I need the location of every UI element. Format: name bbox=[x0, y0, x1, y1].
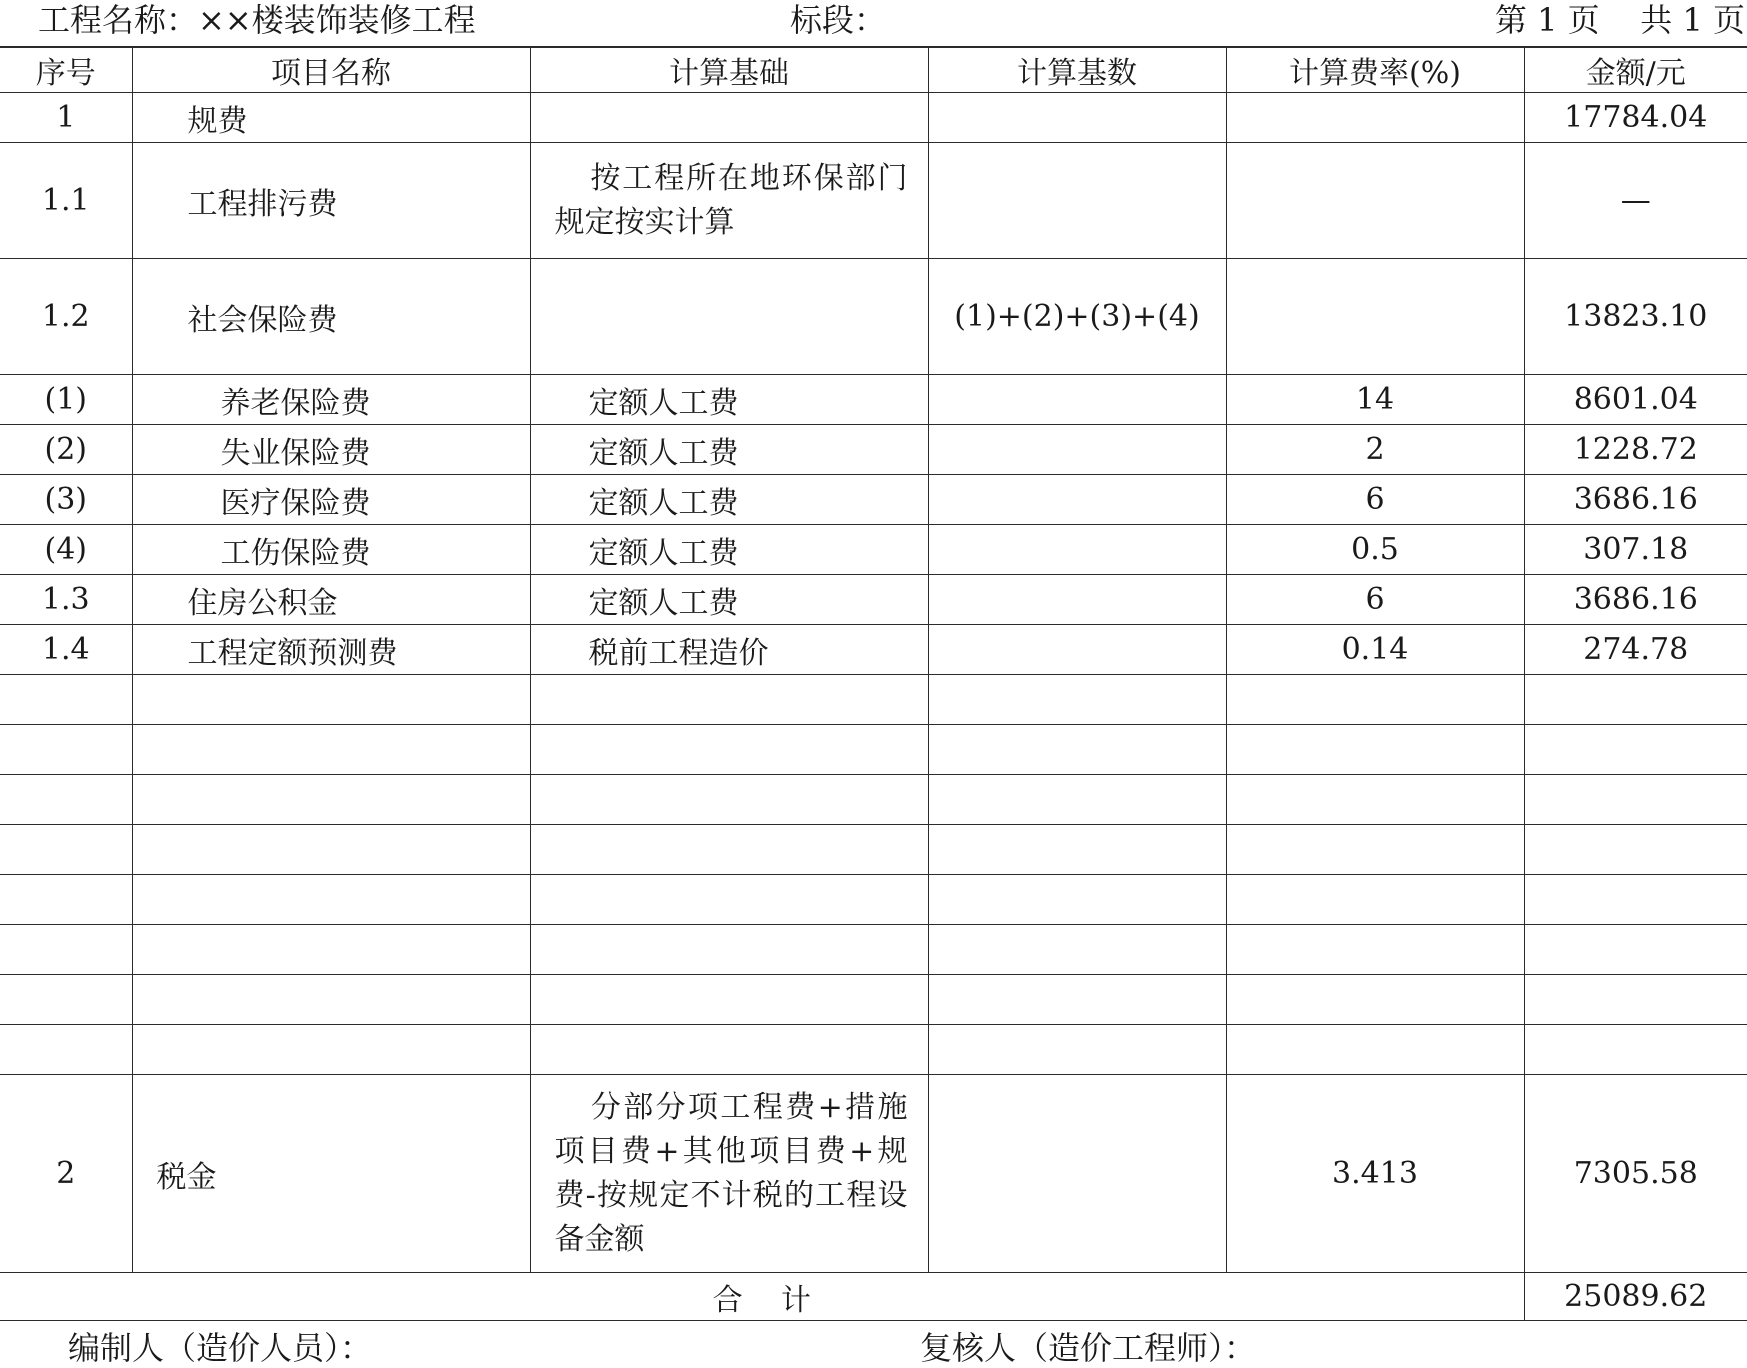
table-row bbox=[0, 375, 1747, 425]
amount: 13823.10 bbox=[1524, 259, 1747, 375]
calc-rate: 6 bbox=[1226, 575, 1524, 625]
empty-row bbox=[0, 925, 1747, 975]
amount: — bbox=[1524, 143, 1747, 259]
item-name: 工程定额预测费 bbox=[132, 625, 530, 675]
item-name: 医疗保险费 bbox=[132, 475, 530, 525]
calc-base bbox=[928, 475, 1226, 525]
compiler-label: 编制人（造价人员）： bbox=[68, 1329, 373, 1367]
column-header: 项目名称 bbox=[132, 47, 530, 93]
calc-basis: 定额人工费 bbox=[530, 425, 928, 475]
page-indicator: 第 1 页 共 1 页 bbox=[1494, 1, 1745, 39]
reviewer-label: 复核人（造价工程师）： bbox=[920, 1329, 1257, 1367]
amount: 3686.16 bbox=[1524, 575, 1747, 625]
item-name: 规费 bbox=[132, 93, 530, 143]
item-name: 工伤保险费 bbox=[132, 525, 530, 575]
calc-base bbox=[928, 575, 1226, 625]
item-name: 工程排污费 bbox=[132, 143, 530, 259]
amount: 307.18 bbox=[1524, 525, 1747, 575]
calc-basis: 定额人工费 bbox=[530, 475, 928, 525]
column-header: 计算基础 bbox=[530, 47, 928, 93]
calc-rate: 3.413 bbox=[1226, 1075, 1524, 1273]
item-name: 税金 bbox=[132, 1075, 530, 1273]
total-amount: 25089.62 bbox=[1524, 1273, 1747, 1321]
row-number: (1) bbox=[0, 375, 132, 425]
row-number: (2) bbox=[0, 425, 132, 475]
table-row bbox=[0, 259, 1747, 375]
amount: 8601.04 bbox=[1524, 375, 1747, 425]
table-row bbox=[0, 93, 1747, 143]
empty-row bbox=[0, 775, 1747, 825]
item-name: 养老保险费 bbox=[132, 375, 530, 425]
calc-basis bbox=[530, 259, 928, 375]
project-name: 工程名称：××楼装饰装修工程 bbox=[38, 1, 476, 39]
calc-basis: 定额人工费 bbox=[530, 575, 928, 625]
amount: 274.78 bbox=[1524, 625, 1747, 675]
table-row bbox=[0, 625, 1747, 675]
row-number: 1.2 bbox=[0, 259, 132, 375]
table-row bbox=[0, 1075, 1747, 1273]
row-number: 2 bbox=[0, 1075, 132, 1273]
table-row bbox=[0, 525, 1747, 575]
row-number: (3) bbox=[0, 475, 132, 525]
fee-table bbox=[0, 46, 1747, 1321]
calc-base bbox=[928, 625, 1226, 675]
calc-base bbox=[928, 1075, 1226, 1273]
calc-basis: 税前工程造价 bbox=[530, 625, 928, 675]
calc-base bbox=[928, 425, 1226, 475]
calc-base bbox=[928, 143, 1226, 259]
row-number: 1.1 bbox=[0, 143, 132, 259]
table-row bbox=[0, 475, 1747, 525]
empty-row bbox=[0, 825, 1747, 875]
calc-rate bbox=[1226, 259, 1524, 375]
table-row bbox=[0, 143, 1747, 259]
calc-basis bbox=[530, 93, 928, 143]
table-header-row bbox=[0, 47, 1747, 93]
calc-rate: 0.5 bbox=[1226, 525, 1524, 575]
calc-base bbox=[928, 525, 1226, 575]
empty-row bbox=[0, 725, 1747, 775]
empty-row bbox=[0, 975, 1747, 1025]
amount: 3686.16 bbox=[1524, 475, 1747, 525]
empty-row bbox=[0, 675, 1747, 725]
empty-row bbox=[0, 1025, 1747, 1075]
total-label: 合 计 bbox=[0, 1273, 1524, 1321]
column-header: 金额/元 bbox=[1524, 47, 1747, 93]
calc-rate: 0.14 bbox=[1226, 625, 1524, 675]
calc-basis: 按工程所在地环保部门规定按实计算 bbox=[530, 143, 928, 259]
amount: 1228.72 bbox=[1524, 425, 1747, 475]
table-row bbox=[0, 425, 1747, 475]
calc-rate: 6 bbox=[1226, 475, 1524, 525]
row-number: 1.4 bbox=[0, 625, 132, 675]
row-number: 1.3 bbox=[0, 575, 132, 625]
amount: 7305.58 bbox=[1524, 1075, 1747, 1273]
column-header: 计算费率(%) bbox=[1226, 47, 1524, 93]
calc-base bbox=[928, 93, 1226, 143]
calc-basis: 分部分项工程费+措施项目费+其他项目费+规费-按规定不计税的工程设备金额 bbox=[530, 1075, 928, 1273]
row-number: 1 bbox=[0, 93, 132, 143]
calc-rate: 14 bbox=[1226, 375, 1524, 425]
section-label: 标段： bbox=[790, 1, 887, 39]
row-number: (4) bbox=[0, 525, 132, 575]
empty-row bbox=[0, 875, 1747, 925]
total-row bbox=[0, 1273, 1747, 1321]
table-row bbox=[0, 575, 1747, 625]
calc-base bbox=[928, 375, 1226, 425]
calc-rate bbox=[1226, 143, 1524, 259]
calc-basis: 定额人工费 bbox=[530, 525, 928, 575]
calc-rate: 2 bbox=[1226, 425, 1524, 475]
amount: 17784.04 bbox=[1524, 93, 1747, 143]
item-name: 住房公积金 bbox=[132, 575, 530, 625]
calc-rate bbox=[1226, 93, 1524, 143]
column-header: 计算基数 bbox=[928, 47, 1226, 93]
column-header: 序号 bbox=[0, 47, 132, 93]
calc-basis: 定额人工费 bbox=[530, 375, 928, 425]
item-name: 失业保险费 bbox=[132, 425, 530, 475]
calc-base: (1)+(2)+(3)+(4) bbox=[928, 259, 1226, 375]
item-name: 社会保险费 bbox=[132, 259, 530, 375]
